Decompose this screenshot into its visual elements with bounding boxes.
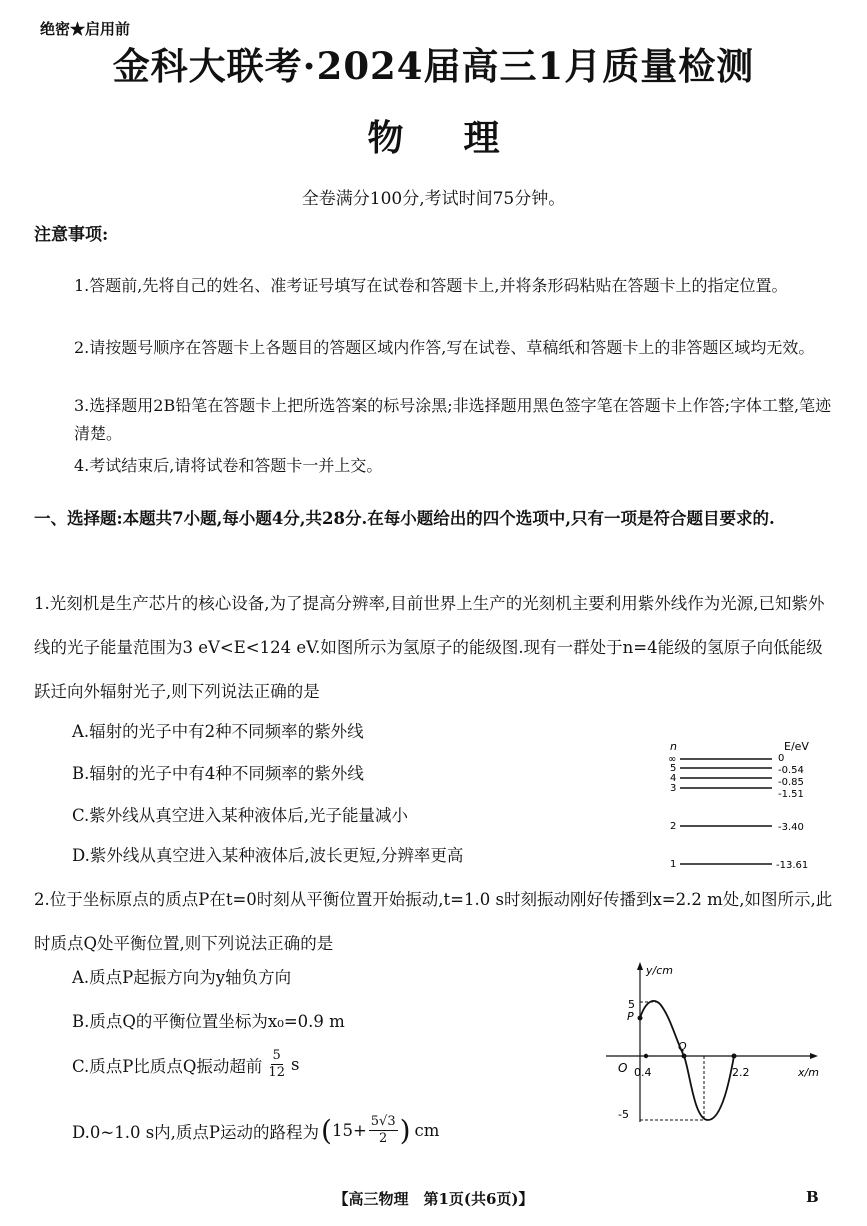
- y-axis-arrow: [637, 962, 643, 970]
- question-1-stem: [34, 582, 834, 714]
- confidential-label: 绝密★启用前: [40, 20, 131, 38]
- subject-title: 物理: [367, 117, 560, 159]
- question-2-stem: [34, 878, 834, 966]
- unit: s: [290, 1055, 300, 1074]
- q2-option-d-text: D.0~1.0 s内,质点P运动的路程为: [72, 1122, 320, 1142]
- x-axis-label: x/m: [798, 1066, 819, 1079]
- q2-option-a: A.质点P起振方向为y轴负方向: [72, 968, 292, 987]
- y-tick-bottom: -5: [618, 1108, 629, 1121]
- q2-option-c-text: C.质点P比质点Q振动超前: [72, 1056, 263, 1076]
- note-item: 4.考试结束后,请将试卷和答题卡一并上交。: [74, 456, 383, 475]
- level-n-label: 2: [670, 821, 677, 832]
- point-q-label: Q: [678, 1040, 687, 1053]
- energy-level-diagram: [660, 740, 840, 880]
- q2-option-b: B.质点Q的平衡位置坐标为x₀=0.9 m: [72, 1012, 345, 1031]
- fraction-denominator: 12: [268, 1065, 285, 1080]
- expr-part: 15+: [331, 1121, 367, 1140]
- x-tick-2.2: 2.2: [732, 1066, 750, 1079]
- x-tick-0.4: 0.4: [634, 1066, 652, 1079]
- level-energy: -0.85: [778, 777, 804, 788]
- level-n-label: 4: [670, 773, 677, 784]
- section-header: 一、选择题:本题共7小题,每小题4分,共28分.在每小题给出的四个选项中,只有一项是符合题目要求的.: [34, 509, 775, 528]
- notes-heading: 注意事项:: [34, 225, 109, 245]
- point-2.2: [732, 1054, 737, 1059]
- question-2-text: 2.位于坐标原点的质点P在t=0时刻从平衡位置开始振动,t=1.0 s时刻振动刚好传播到x=2.2 m处,如图所示,此时质点Q处平衡位置,则下列说法正确的是: [34, 890, 833, 953]
- q2-option-d: [72, 1114, 439, 1147]
- note-item: 1.答题前,先将自己的姓名、准考证号填写在试卷和答题卡上,并将条形码粘贴在答题卡上的指定位置。: [74, 276, 788, 295]
- unit: cm: [414, 1121, 440, 1140]
- level-energy: -3.40: [778, 822, 804, 833]
- energy-axis-label: E/eV: [784, 740, 809, 753]
- y-axis-label: y/cm: [646, 964, 673, 977]
- wave-curve: [640, 1001, 734, 1120]
- page-footer: 【高三物理 第1页(共6页)】: [333, 1190, 534, 1208]
- question-1-text: 1.光刻机是生产芯片的核心设备,为了提高分辨率,目前世界上生产的光刻机主要利用紫外线作为光源,已知紫外线的光子能量范围为3 eV<E<124 eV.如图所示为氢原子的能级图.现有一群处于n=4能级的氢原子向低能级跃迁向外辐射光子,则下列说法正确的是: [34, 594, 825, 701]
- origin-label: O: [618, 1061, 628, 1075]
- q1-option-d: D.紫外线从真空进入某种液体后,波长更短,分辨率更高: [72, 846, 464, 865]
- exam-title: 金科大联考·2024届高三1月质量检测: [112, 44, 755, 88]
- wave-graph: [598, 960, 828, 1130]
- level-energy: -1.51: [778, 789, 804, 800]
- level-n-label: 5: [670, 763, 677, 774]
- level-n-label: 1: [670, 859, 677, 870]
- q1-option-a: A.辐射的光子中有2种不同频率的紫外线: [72, 722, 364, 741]
- paren-left: (: [321, 1114, 332, 1147]
- exam-info: 全卷满分100分,考试时间75分钟。: [301, 189, 566, 209]
- point-p-label: P: [627, 1010, 634, 1023]
- q1-option-c: C.紫外线从真空进入某种液体后,光子能量减小: [72, 806, 409, 825]
- point-p: [638, 1016, 643, 1021]
- q2-option-c: [72, 1048, 299, 1081]
- level-energy: 0: [778, 753, 785, 764]
- n-axis-label: n: [670, 740, 677, 753]
- x-axis-arrow: [810, 1053, 818, 1059]
- y-tick-top: 5: [628, 998, 635, 1011]
- paren-right: ): [399, 1114, 411, 1147]
- fraction: [369, 1114, 398, 1147]
- level-energy: -13.61: [776, 860, 809, 871]
- point-q: [682, 1054, 687, 1059]
- fraction-numerator: 5: [272, 1048, 281, 1063]
- fraction-numerator: 5√3: [370, 1114, 396, 1129]
- q1-option-b: B.辐射的光子中有4种不同频率的紫外线: [72, 764, 364, 783]
- note-item: 2.请按题号顺序在答题卡上各题目的答题区域内作答,写在试卷、草稿纸和答题卡上的非答题区域均无效。: [74, 338, 815, 357]
- level-n-label: 3: [670, 783, 677, 794]
- fraction: [268, 1048, 285, 1081]
- level-energy: -0.54: [778, 765, 804, 776]
- note-item: 3.选择题用2B铅笔在答题卡上把所选答案的标号涂黑;非选择题用黑色签字笔在答题卡上作答;字体工整,笔迹清楚。: [74, 396, 832, 443]
- fraction-denominator: 2: [379, 1131, 388, 1146]
- version-label: B: [806, 1188, 819, 1206]
- point-0.4: [644, 1054, 648, 1058]
- level-n-label: ∞: [668, 754, 677, 765]
